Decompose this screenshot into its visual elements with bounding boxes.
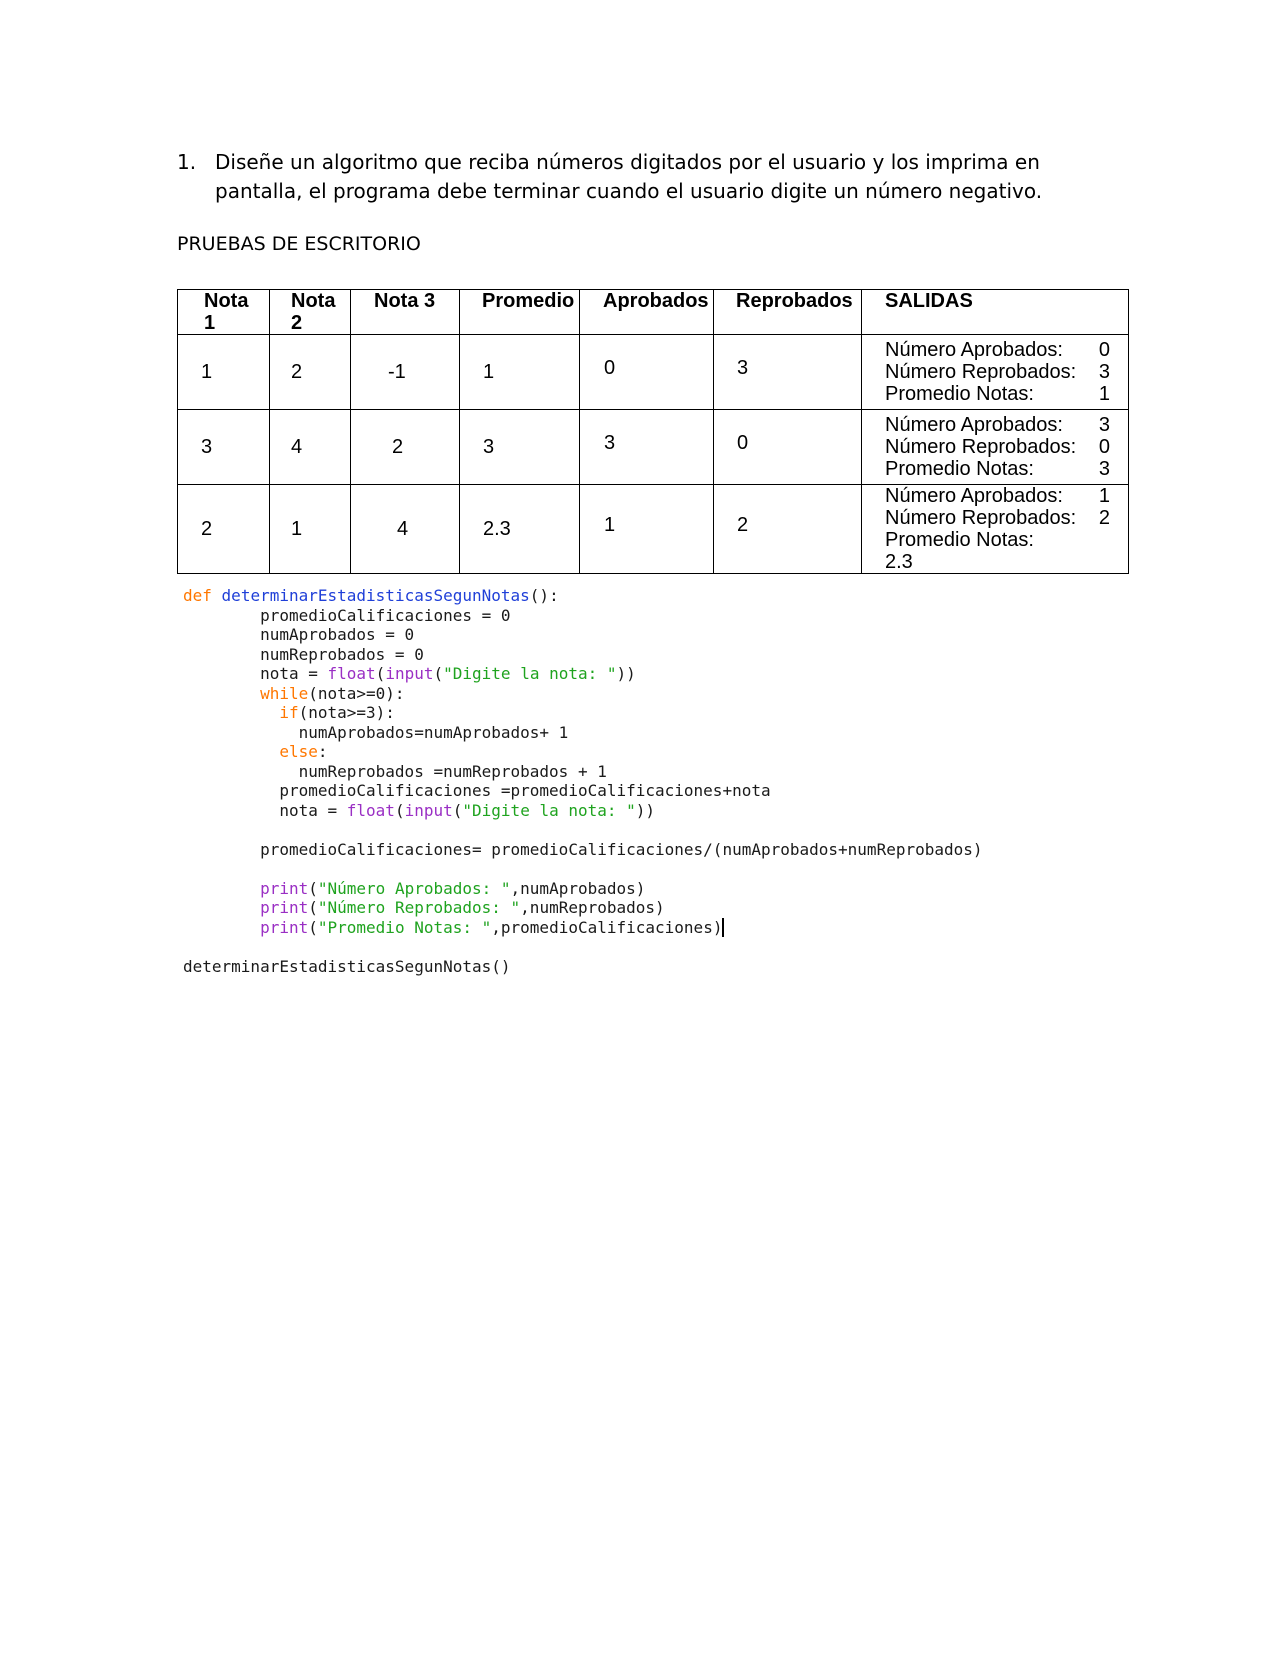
code-line: if(nota>=3): — [279, 703, 395, 722]
code-line: promedioCalificaciones = 0 — [183, 605, 511, 625]
cell-promedio: 2.3 — [460, 485, 580, 574]
output-line — [885, 507, 1110, 529]
code-line: numAprobados=numAprobados+ 1 — [183, 722, 569, 742]
cell-aprobados: 3 — [580, 410, 714, 485]
code-line: print("Número Aprobados: ",numAprobados) — [260, 878, 646, 898]
output-line — [885, 383, 1110, 405]
output-value: 2.3 — [885, 551, 913, 573]
output-label: Número Aprobados: — [885, 339, 1063, 361]
cell-nota2: 1 — [270, 485, 351, 574]
code-line: nota = float(input("Digite la nota: ")) — [183, 664, 636, 683]
output-value: 0 — [1098, 436, 1110, 458]
output-value: 3 — [1098, 458, 1110, 480]
table-row — [178, 485, 1129, 574]
output-line — [885, 485, 1110, 507]
output-line — [885, 361, 1110, 383]
code-listing — [183, 586, 983, 976]
cell-reprobados: 0 — [714, 410, 862, 485]
output-line — [885, 414, 1110, 436]
output-value: 3 — [1098, 361, 1110, 383]
output-line — [885, 436, 1110, 458]
code-line: numAprobados = 0 — [183, 625, 415, 644]
output-value: 3 — [1098, 414, 1110, 436]
header-salidas: SALIDAS — [862, 290, 1129, 335]
code-line: nota = float(input("Digite la nota: ")) — [183, 800, 656, 820]
cell-nota2: 4 — [270, 410, 351, 485]
output-line — [885, 529, 1110, 551]
output-value: 1 — [1098, 485, 1110, 507]
output-value: 2 — [1098, 507, 1110, 529]
table-row — [178, 335, 1129, 410]
output-line — [885, 339, 1110, 361]
exercise-statement — [177, 148, 1097, 206]
code-line: print("Promedio Notas: ",promedioCalificaciones) — [260, 917, 723, 937]
output-label: Promedio Notas: — [885, 529, 1034, 551]
output-label: Número Reprobados: — [885, 436, 1077, 458]
cell-reprobados: 2 — [714, 485, 862, 574]
output-label: Promedio Notas: — [885, 458, 1034, 480]
table-row — [178, 410, 1129, 485]
code-line: promedioCalificaciones= promedioCalificaciones/(numAprobados+numReprobados) — [183, 839, 983, 859]
output-line — [885, 551, 1128, 573]
output-value: 1 — [1098, 383, 1110, 405]
code-line: def determinarEstadisticasSegunNotas(): — [183, 586, 559, 605]
cell-nota3: 2 — [351, 410, 460, 485]
code-line: determinarEstadisticasSegunNotas() — [183, 956, 511, 976]
header-nota1: Nota 1 — [178, 290, 270, 335]
header-reprobados: Reprobados — [714, 290, 862, 335]
exercise-number: 1. — [177, 150, 197, 174]
desk-check-table — [177, 289, 1129, 574]
output-value: 0 — [1098, 339, 1110, 361]
code-line: numReprobados = 0 — [183, 644, 424, 664]
cell-salidas — [862, 335, 1129, 410]
cell-nota2: 2 — [270, 335, 351, 410]
output-line — [885, 458, 1110, 480]
cell-salidas — [862, 410, 1129, 485]
output-label: Promedio Notas: — [885, 383, 1034, 405]
cell-reprobados: 3 — [714, 335, 862, 410]
cell-promedio: 3 — [460, 410, 580, 485]
cell-salidas — [862, 485, 1129, 574]
exercise-text: Diseñe un algoritmo que reciba números digitados por el usuario y los imprima en pantalla, el programa debe terminar cuando el usuario digite un número negativo. — [215, 150, 1043, 203]
output-label: Número Aprobados: — [885, 414, 1063, 436]
cell-aprobados: 0 — [580, 335, 714, 410]
code-line: else: — [279, 742, 328, 761]
cell-nota3: -1 — [351, 335, 460, 410]
table-header-row — [178, 290, 1129, 335]
output-label: Número Reprobados: — [885, 361, 1077, 383]
cell-nota1: 1 — [178, 335, 270, 410]
text-cursor: ,promedioCalificaciones) — [491, 917, 723, 937]
section-heading: PRUEBAS DE ESCRITORIO — [177, 233, 421, 255]
output-label: Número Aprobados: — [885, 485, 1063, 507]
cell-nota1: 3 — [178, 410, 270, 485]
output-label: Número Reprobados: — [885, 507, 1077, 529]
code-line: while(nota>=0): — [260, 683, 405, 703]
cell-aprobados: 1 — [580, 485, 714, 574]
code-line: print("Número Reprobados: ",numReprobados) — [260, 898, 665, 917]
header-aprobados: Aprobados — [580, 290, 714, 335]
code-line: numReprobados =numReprobados + 1 — [183, 761, 607, 781]
code-line: promedioCalificaciones =promedioCalificaciones+nota — [183, 781, 771, 800]
header-nota3: Nota 3 — [351, 290, 460, 335]
header-nota2: Nota 2 — [270, 290, 351, 335]
cell-nota1: 2 — [178, 485, 270, 574]
cell-nota3: 4 — [351, 485, 460, 574]
header-promedio: Promedio — [460, 290, 580, 335]
cell-promedio: 1 — [460, 335, 580, 410]
